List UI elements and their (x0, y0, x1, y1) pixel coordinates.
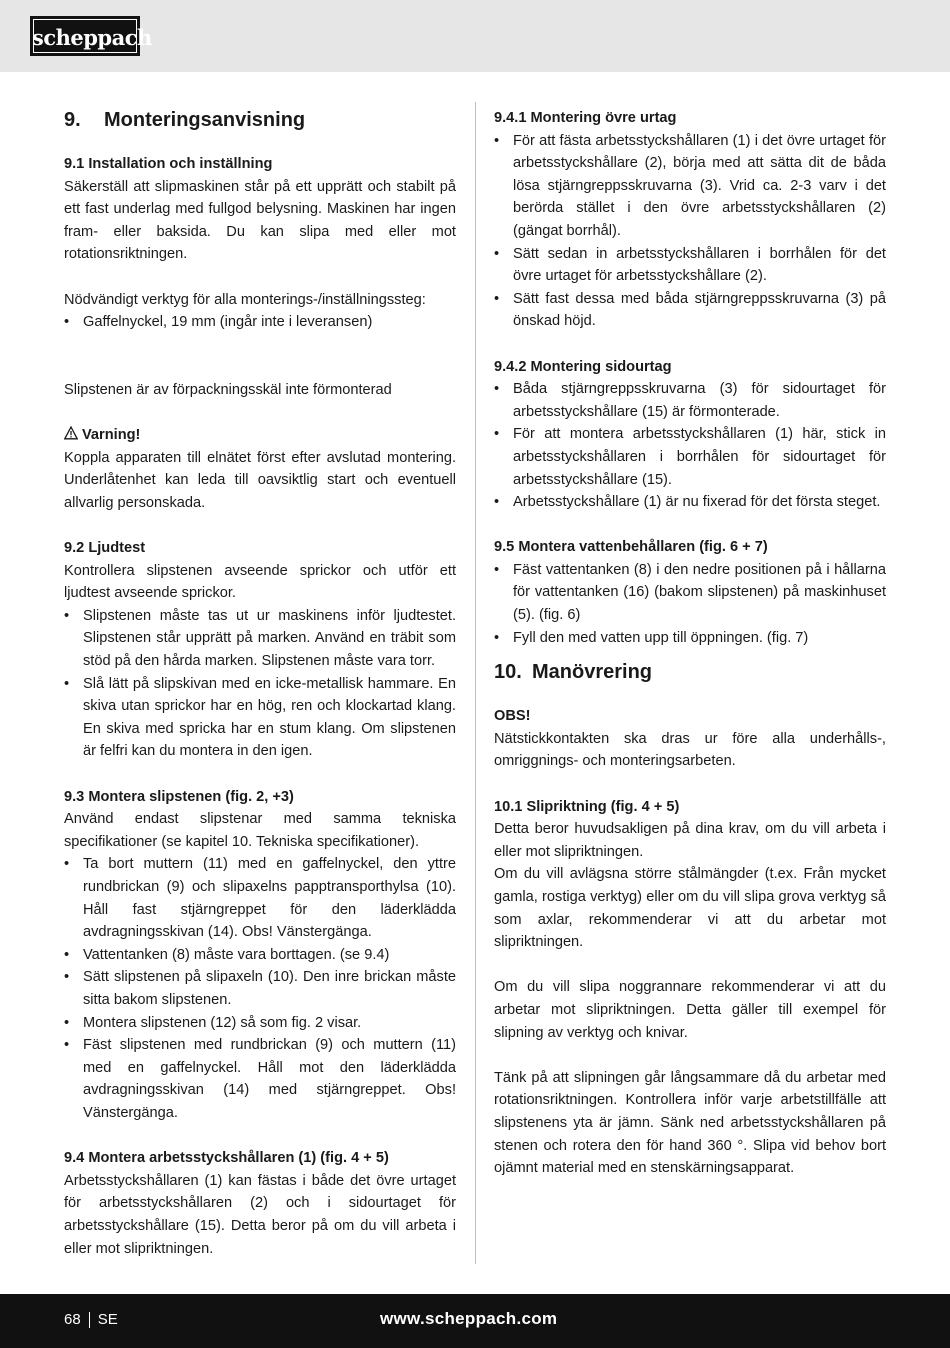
section-10-1-paragraph-1: Detta beror huvudsakligen på dina krav, om du vill arbeta i eller mot slipriktningen. (494, 821, 886, 860)
obs-title: OBS! (494, 708, 531, 725)
warning-triangle-icon (64, 426, 78, 440)
language-code: SE (97, 1311, 118, 1328)
list-item: • Sätt fast dessa med båda stjärngreppsskruvarna (3) på önskad höjd. (494, 288, 886, 333)
list-item: • Fäst slipstenen med rundbrickan (9) och muttern (11) med en gaffelnyckel. Håll mot den läderklädda avdragningsskivan (14) med stjärngreppet. Obs! Vänstergänga. (64, 1034, 456, 1124)
section-10-1-title: 10.1 Slipriktning (fig. 4 + 5) (494, 798, 680, 815)
chapter-9-number: 9. (64, 109, 81, 131)
section-9-4-title: 9.4 Montera arbetsstyckshållaren (1) (fig. 4 + 5) (64, 1150, 389, 1167)
obs-text: Nätstickkontakten ska dras ur före alla underhålls-, omriggnings- och monteringsarbeten. (494, 730, 886, 770)
section-10-1-paragraph-3: Om du vill slipa noggrannare rekommenderar vi att du arbetar mot slipriktningen. Detta gäller till exempel för slipning av verktyg och knivar. (494, 979, 886, 1041)
list-item: • Montera slipstenen (12) så som fig. 2 visar. (64, 1012, 456, 1035)
list-item: • Gaffelnyckel, 19 mm (ingår inte i leveransen) (64, 311, 456, 334)
page-indicator (64, 1310, 118, 1330)
section-9-5-list (494, 559, 886, 649)
chapter-10-title: Manövrering (532, 661, 653, 684)
chapter-9-title: Monteringsanvisning (104, 109, 306, 131)
warning-title: Varning! (82, 427, 141, 444)
list-item: • Fyll den med vatten upp till öppningen. (fig. 7) (494, 627, 886, 650)
list-item: • För att montera arbetsstyckshållaren (1) här, stick in arbetsstyckshållaren i borrhålen för sidourtaget för arbetsstyckshållare (15). (494, 423, 886, 491)
section-9-1-paragraph-2: Nödvändigt verktyg för alla monterings-/inställningssteg: (64, 291, 426, 308)
list-item: • Sätt sedan in arbetsstyckshållaren i borrhålen för det övre urtaget för arbetsstyckshållare (2). (494, 243, 886, 288)
section-9-5-title: 9.5 Montera vattenbehållaren (fig. 6 + 7) (494, 539, 768, 556)
section-10-1-paragraph-2: Om du vill avlägsna större stålmängder (t.ex. Från mycket gamla, rostiga verktyg) eller om du vill slipa grova verktyg så som axlar, rekommenderar vi att du arbetar mot slipriktningen. (494, 866, 886, 951)
list-item: • Slå lätt på slipskivan med en icke-metallisk hammare. En skiva utan sprickor har en hög, ren och klockartad klang. En skiva med spricka har en stum klang. Om slipstenen är felfri kan du montera in den igen. (64, 673, 456, 763)
section-9-4-paragraph-1: Arbetsstyckshållaren (1) kan fästas i både det övre urtaget för arbetsstyckshållaren (2) och i sidourtaget för arbetsstyckshållare (15). Detta beror på om du vill arbeta i eller mot slipriktningen. (64, 1172, 456, 1257)
left-column (64, 107, 456, 1260)
list-item: • Sätt slipstenen på slipaxeln (10). Den inre brickan måste sitta bakom slipstenen. (64, 966, 456, 1011)
section-9-1-list (64, 311, 456, 334)
section-9-2-title: 9.2 Ljudtest (64, 540, 146, 557)
section-10-1-paragraph-4: Tänk på att slipningen går långsammare då du arbetar med rotationsriktningen. Kontrollera inför varje arbetstillfälle att slipstenens yta är jämn. Sänk ned arbetsstyckshållaren på stenen och rotera den för hand 360 °. Slipa vid behov bort ojämnt material med en stenskärningsapparat. (494, 1069, 886, 1177)
list-item: • Slipstenen måste tas ut ur maskinens inför ljudtestet. Slipstenen står upprätt på marken. Använd en träbit som stöd på den hårda marken. Slipstenen måste vara torr. (64, 605, 456, 673)
section-9-4-2-list (494, 378, 886, 514)
list-item: • Vattentanken (8) måste vara borttagen. (se 9.4) (64, 944, 456, 967)
warning-text: Koppla apparaten till elnätet först efter avslutad montering. Underlåtenhet kan leda till oavsiktlig start och eventuell allvarlig personskada. (64, 449, 456, 511)
section-9-2-paragraph-1: Kontrollera slipstenen avseende sprickor och utför ett ljudtest avseende sprickor. (64, 562, 456, 602)
section-9-1-paragraph-1: Säkerställ att slipmaskinen står på ett upprätt och stabilt på ett fast underlag med fullgod belysning. Maskinen har ingen fram- eller baksida. Du kan slipa med eller mot rotationsriktningen. (64, 178, 456, 263)
list-item: • Fäst vattentanken (8) i den nedre positionen på i hållarna för vattentanken (16) (bakom slipstenen) på maskinhuset (5). (fig. 6) (494, 559, 886, 627)
section-9-1-paragraph-3: Slipstenen är av förpackningsskäl inte förmonterad (64, 381, 392, 398)
list-item: • Arbetsstyckshållare (1) är nu fixerad för det första steget. (494, 491, 886, 514)
warning-heading (64, 424, 456, 447)
section-9-4-1-list (494, 130, 886, 333)
page-number: 68 (64, 1311, 81, 1328)
column-divider (475, 102, 476, 1264)
section-9-4-1-title: 9.4.1 Montering övre urtag (494, 110, 677, 126)
list-item: • Båda stjärngreppsskruvarna (3) för sidourtaget för arbetsstyckshållare (15) är förmonterade. (494, 378, 886, 423)
chapter-10-heading (494, 659, 886, 685)
brand-logo: scheppach (30, 16, 140, 56)
section-9-3-title: 9.3 Montera slipstenen (fig. 2, +3) (64, 788, 294, 805)
chapter-9-heading (64, 107, 456, 133)
website-link[interactable]: www.scheppach.com (380, 1309, 558, 1328)
right-column (494, 107, 886, 1180)
section-9-2-list (64, 605, 456, 763)
section-9-1-title: 9.1 Installation och inställning (64, 156, 273, 172)
section-9-3-paragraph-1: Använd endast slipstenar med samma tekniska specifikationer (se kapitel 10. Tekniska specifikationer). (64, 811, 456, 850)
list-item: • För att fästa arbetsstyckshållaren (1) i det övre urtaget för arbetsstyckshållare (2), börja med att sätta dit de båda lösa stjärngreppsskruvarna (3). Vrid ca. 2-3 varv i det berörda stället i den övre arbetsstyckshållaren (2) (gängat borrhål). (494, 130, 886, 243)
page-separator (89, 1312, 90, 1328)
chapter-10-number: 10. (494, 661, 522, 684)
section-9-3-list (64, 853, 456, 1124)
list-item: • Ta bort muttern (11) med en gaffelnyckel, den yttre rundbrickan (9) och slipaxelns papptransporthylsa (10). Håll fast stjärngreppet för den läderklädda avdragningsskivan (14). Obs! Vänstergänga. (64, 853, 456, 943)
section-9-4-2-title: 9.4.2 Montering sidourtag (494, 358, 672, 375)
